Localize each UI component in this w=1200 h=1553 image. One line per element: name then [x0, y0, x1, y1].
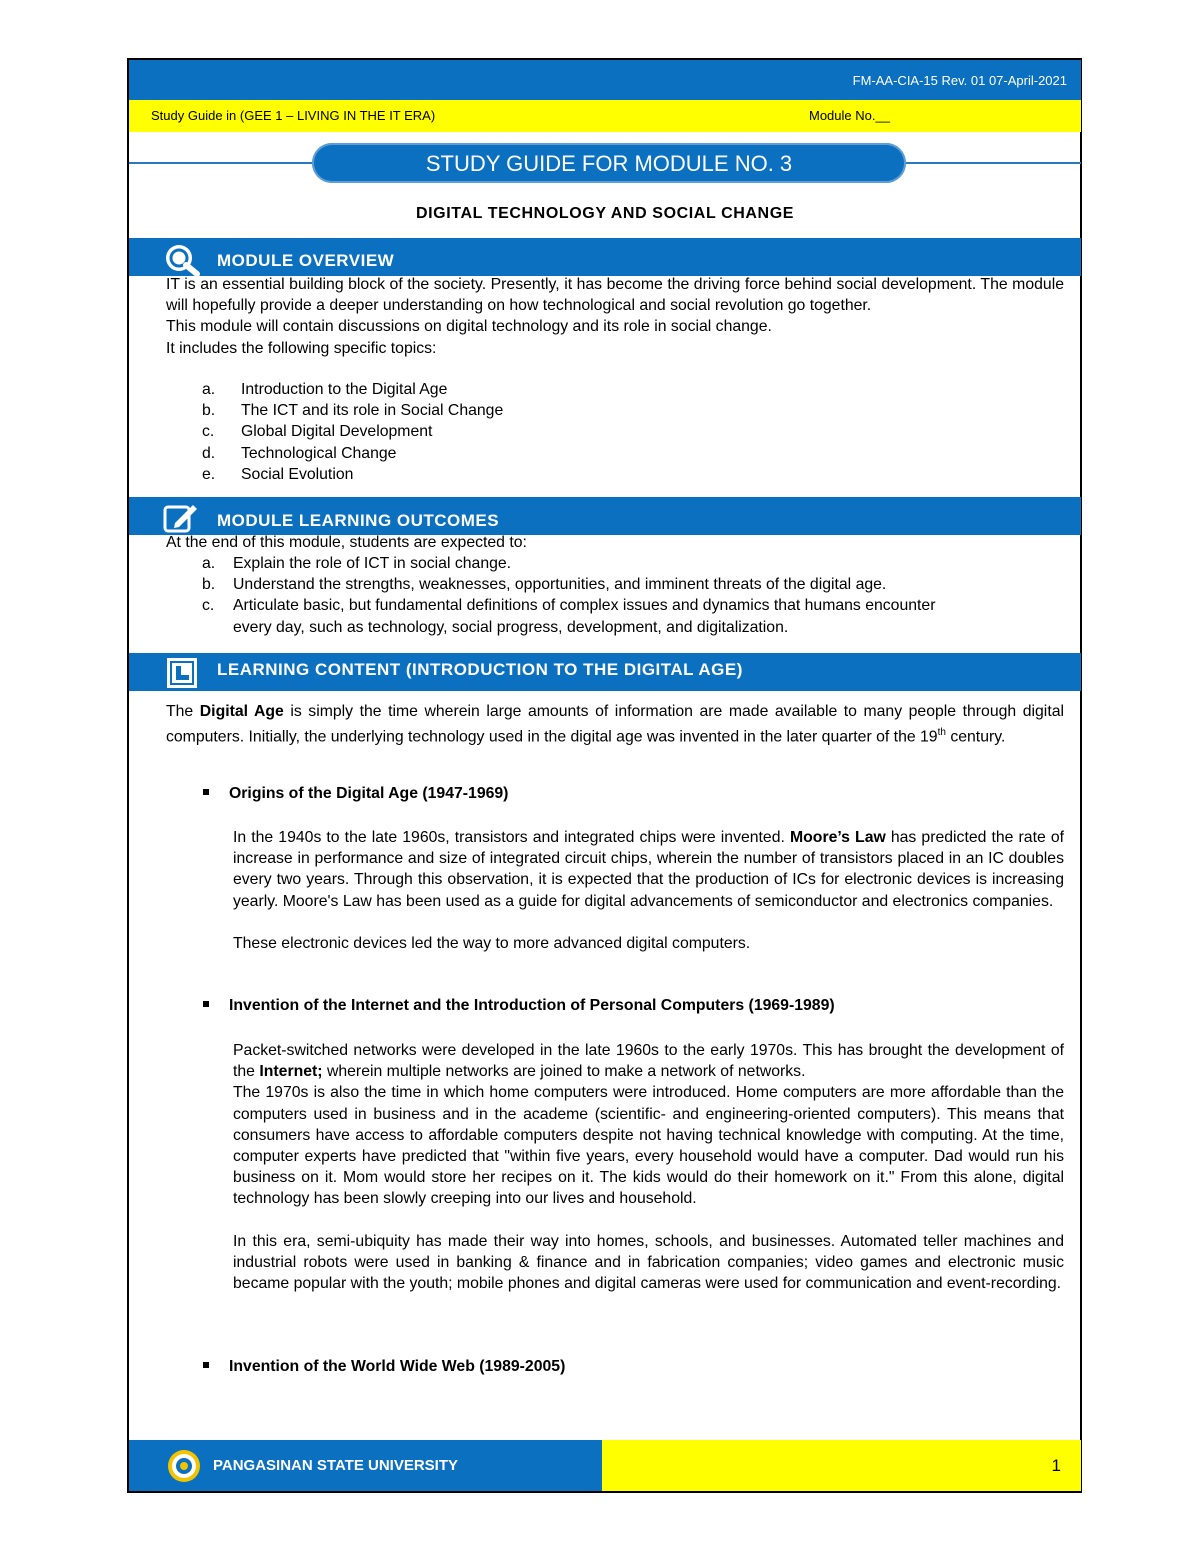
outcomes-intro: At the end of this module, students are expected to:: [166, 534, 527, 551]
page-title: STUDY GUIDE FOR MODULE NO. 3: [312, 143, 906, 183]
study-guide-label: Study Guide in (GEE 1 – LIVING IN THE IT ERA): [151, 108, 436, 123]
magnifier-icon: [161, 242, 203, 276]
origins-paragraph: These electronic devices led the way to more advanced digital computers.: [233, 934, 751, 952]
bullet-internet: Invention of the Internet and the Introduction of Personal Computers (1969-1989): [203, 997, 835, 1015]
outcomes-heading: MODULE LEARNING OUTCOMES: [217, 511, 500, 530]
module-no-label: Module No.__: [809, 108, 890, 123]
term-internet: Internet;: [259, 1063, 323, 1081]
overview-paragraph: It includes the following specific topics:: [166, 339, 437, 357]
university-name: PANGASINAN STATE UNIVERSITY: [213, 1457, 459, 1474]
edit-icon: [163, 501, 199, 535]
footer-page-area: [602, 1440, 1081, 1491]
section-bar-outcomes: [129, 497, 1081, 535]
module-subtitle: DIGITAL TECHNOLOGY AND SOCIAL CHANGE: [415, 205, 795, 222]
content-intro: The Digital Age is simply the time wherein large amounts of information are made available to many people through digital computers. Initially, the underlying technology used in the digital age was invented in the later quarter of the 19th century.: [166, 703, 1065, 746]
header-bar: [129, 60, 1081, 100]
overview-paragraph: IT is an essential building block of the society. Presently, it has become the driving force behind social development. The module will hopefully provide a deeper understanding on how technological and social revolution go together.: [166, 276, 1064, 315]
page-number: 1: [1051, 1456, 1061, 1475]
internet-paragraph: In this era, semi-ubiquity has made their way into homes, schools, and businesses. Automated teller machines and industrial robots were used in banking & finance and in fabrication companies; video games and electronic music became popular with the youth; mobile phones and digital cameras were used for communication and event-recording.: [233, 1232, 1064, 1293]
internet-body: Packet-switched networks were developed in the late 1960s to the early 1970s. This has brought the development of the Internet; wherein multiple networks are joined to make a network of networks. The 1970s is also the time in which home computers were introduced. Home computers are more affordable than the computers used in business and in the academe (scientific- and engineering-oriented computers). This means that consumers have access to affordable computers despite not having technical knowledge with computing. At the time, computer experts have predicted that "within five years, every household would have a computer. Dad would run his business on it. Mom would store her recipes on it. The kids would do their homework on it." From this alone, digital technology has been slowly creeping into our lives and household. In this era, semi-ubiquity has made their way into homes, schools, and businesses. Automated teller machines and industrial robots were used in banking & finance and in fabrication companies; video games and electronic music became popular with the youth; mobile phones and digital cameras were used for communication and event-recording.: [233, 1040, 1064, 1294]
term-digital-age: Digital Age: [199, 703, 284, 720]
origins-body: In the 1940s to the late 1960s, transistors and integrated chips were invented. Moore’s Law has predicted the rate of increase in performance and size of integrated circuit chips, wherein the number of transistors placed in an IC doubles every two years. Through this observation, it is expected that the production of ICs for electronic devices is increasing yearly. Moore's Law has been used as a guide for digital advancements of semiconductor and electronics companies. These electronic devices led the way to more advanced digital computers.: [233, 827, 1064, 954]
bullet-www: Invention of the World Wide Web (1989-2005): [203, 1358, 565, 1376]
title-rule-left: [129, 162, 319, 164]
university-seal-icon: [167, 1449, 201, 1483]
content-heading: LEARNING CONTENT (INTRODUCTION TO THE DIGITAL AGE): [217, 660, 743, 679]
overview-paragraph: This module will contain discussions on digital technology and its role in social change.: [166, 318, 772, 336]
footer-bar: [129, 1440, 602, 1491]
overview-body: [166, 274, 1064, 359]
header-subbar: [129, 100, 1081, 132]
section-bar-content: [129, 653, 1081, 691]
term-moores-law: Moore’s Law: [789, 829, 886, 846]
section-bar-overview: [129, 238, 1081, 276]
bullet-origins: Origins of the Digital Age (1947-1969): [203, 785, 508, 803]
title-rule-right: [900, 162, 1081, 164]
internet-paragraph: The 1970s is also the time in which home computers were introduced. Home computers are more affordable than the computers used in business and in the academe (scientific- and engineering-oriented computers). This means that consumers have access to affordable computers despite not having technical knowledge with computing. At the time, computer experts have predicted that "within five years, every household would have a computer. Dad would run his business on it. Mom would store her recipes on it. The kids would do their homework on it." From this alone, digital technology has been slowly creeping into our lives and household.: [233, 1084, 1064, 1208]
form-code: FM-AA-CIA-15 Rev. 01 07-April-2021: [852, 73, 1067, 88]
overview-heading: MODULE OVERVIEW: [217, 251, 395, 270]
book-icon: [166, 656, 198, 690]
